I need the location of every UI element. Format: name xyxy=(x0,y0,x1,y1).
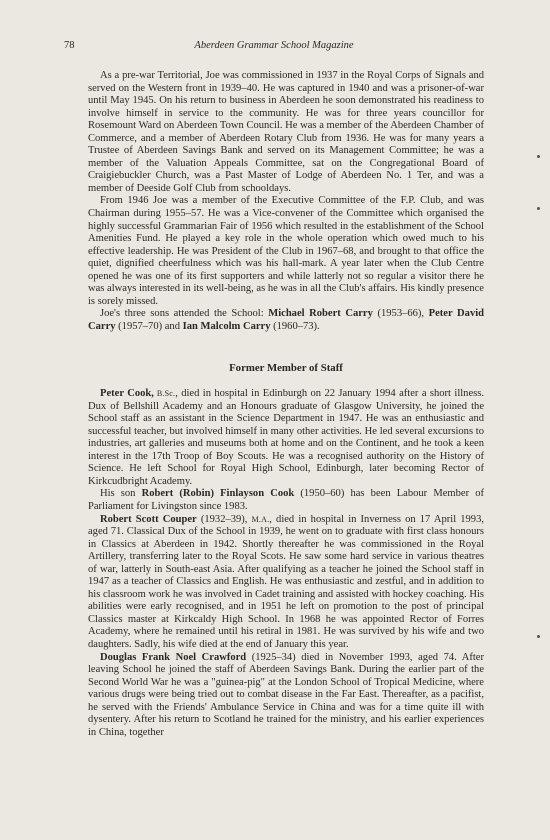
carry-paragraph-sons xyxy=(88,308,484,333)
page-header xyxy=(64,40,484,54)
cook-degree: B.Sc. xyxy=(153,389,176,399)
crawford-text: (1925–34) died in November 1993, aged 74. After leaving School he joined the staff of Aberdeen Savings Bank. During the earlier part of the Second World War he was a "guinea-pig" at the London School of Tropical Medicine, where various drugs were being tried out to combat disease in the Far East. Thereafter, as a pacifist, he served with the Friends' Ambulance Service in China and was for a time quite ill with dysentery. After his return to Scotland he trained for the ministry, and his earlier experiences in China, together xyxy=(88,651,484,738)
couper-text: , died in hospital in Inverness on 17 April 1993, aged 71. Classical Dux of the School in 1939, he went on to graduate with first class honours in Classics at Aberdeen in 1942. Shortly thereafter he was commissioned in the Royal Artillery, transferring later to the Royal Scots. He saw some hard service in various theatres of war, latterly in South-east Asia. After qualifying as a teacher he joined the School staff in 1947 as a teacher of Classics and English. He was enthusiastic and zestful, and in addition to his classroom work he was involved in Cadet training and assisted with hockey coaching. His abilities were early recognised, and in 1951 he left on promotion to the post of principal Classics master at Kirkcaldy High School. In 1968 he was appointed Rector of Forres Academy, where he remained until his retiral in 1981. He was survived by his wife and two daughters. Sadly, his wife died at the end of January this year. xyxy=(88,513,484,650)
couper-name: Robert Scott Couper xyxy=(100,513,197,525)
running-title: Aberdeen Grammar School Magazine xyxy=(194,40,354,51)
couper-degree: M.A. xyxy=(251,514,270,524)
son-name-michael: Michael Robert Carry xyxy=(268,308,373,320)
son-years-ian: (1960–73). xyxy=(270,320,320,332)
couper-obituary xyxy=(88,514,484,652)
section-spacer xyxy=(88,333,484,347)
carry-paragraph-war-service: As a pre-war Territorial, Joe was commissioned in 1937 in the Royal Corps of Signals and served on the Western front in 1939–40. He was captured in 1940 and was a prisoner-of-war until May 1945. On his return to business in Aberdeen he soon demonstrated his readiness to involve himself in service to the community. He was for three years councillor for Rosemount Ward on Aberdeen Town Council. He was a member of the Aberdeen Chamber of Commerce, and a member of Aberdeen Rotary Club from 1936. He was for many years a Trustee of Aberdeen Savings Bank and served on its Management Committee; he was a member of the Valuation Appeals Committee, sat on the Congregational Board of Craigiebuckler Church, was a Past Master of Lodge of Aberdeen No. 1 Ter, and was a member of Deeside Golf Club from schooldays. xyxy=(88,70,484,194)
article-body xyxy=(88,70,484,739)
section-heading: Former Member of Staff xyxy=(229,362,343,375)
couper-years: (1932–39), xyxy=(196,513,252,525)
cook-name: Peter Cook, xyxy=(100,388,154,400)
scan-speck xyxy=(537,207,540,210)
scan-speck xyxy=(537,635,540,638)
carry-paragraph-fp-club: From 1946 Joe was a member of the Executive Committee of the F.P. Club, and was Chairman during 1955–57. He was a Vice-convener of the Committee which organised the highly successful Grammarian Fair of 1956 which resulted in the establishment of the School Amenities Fund. He played a key role in the whole operation which owed much to his effective leadership. He was President of the Club in 1967–68, and brought to that office the quiet, dignified cheerfulness which was his hall-mark. A year later when the Club Centre opened he was one of its first supporters and while latterly not so regular a visitor there he was always interested in its well-being, as he was in all the Club's affairs. His kindly presence is sorely missed. xyxy=(88,195,484,307)
son-years-peter: (1957–70) and xyxy=(115,320,183,332)
son-name-ian: Ian Malcolm Carry xyxy=(182,320,271,332)
cook-son-intro: His son xyxy=(100,488,142,500)
son-name-peter: Peter David Carry xyxy=(88,308,485,332)
cook-obituary xyxy=(88,388,484,488)
cook-text: , died in hospital in Edinburgh on 22 January 1994 after a short illness. Dux of Bellshill Academy and an Honours graduate of Glasgow University, he joined the School staff as an assistant in the Science Department in 1947. He was an enthusiastic and successful teacher, but involved himself in many other activities. He led several excursions to industries, art galleries and museums both at home and on the Continent, and he took a keen interest in the 17th Troop of Boy Scouts. He was a recognised authority on the History of Science. He left School for Royal High School, Edinburgh, later becoming Rector of Kirkcudbright Academy. xyxy=(88,388,484,487)
page-number: 78 xyxy=(64,40,75,51)
cook-son-paragraph xyxy=(88,488,484,513)
son-years-michael: (1953–66), xyxy=(372,308,429,320)
cook-son-text: (1950–60) has been Labour Member of Parliament for Livingston since 1983. xyxy=(88,488,485,512)
crawford-name: Douglas Frank Noel Crawford xyxy=(100,651,247,663)
crawford-obituary xyxy=(88,652,484,740)
scan-speck xyxy=(537,155,540,158)
sons-intro: Joe's three sons attended the School: xyxy=(100,308,269,320)
cook-son-name: Robert (Robin) Finlayson Cook xyxy=(141,488,295,500)
